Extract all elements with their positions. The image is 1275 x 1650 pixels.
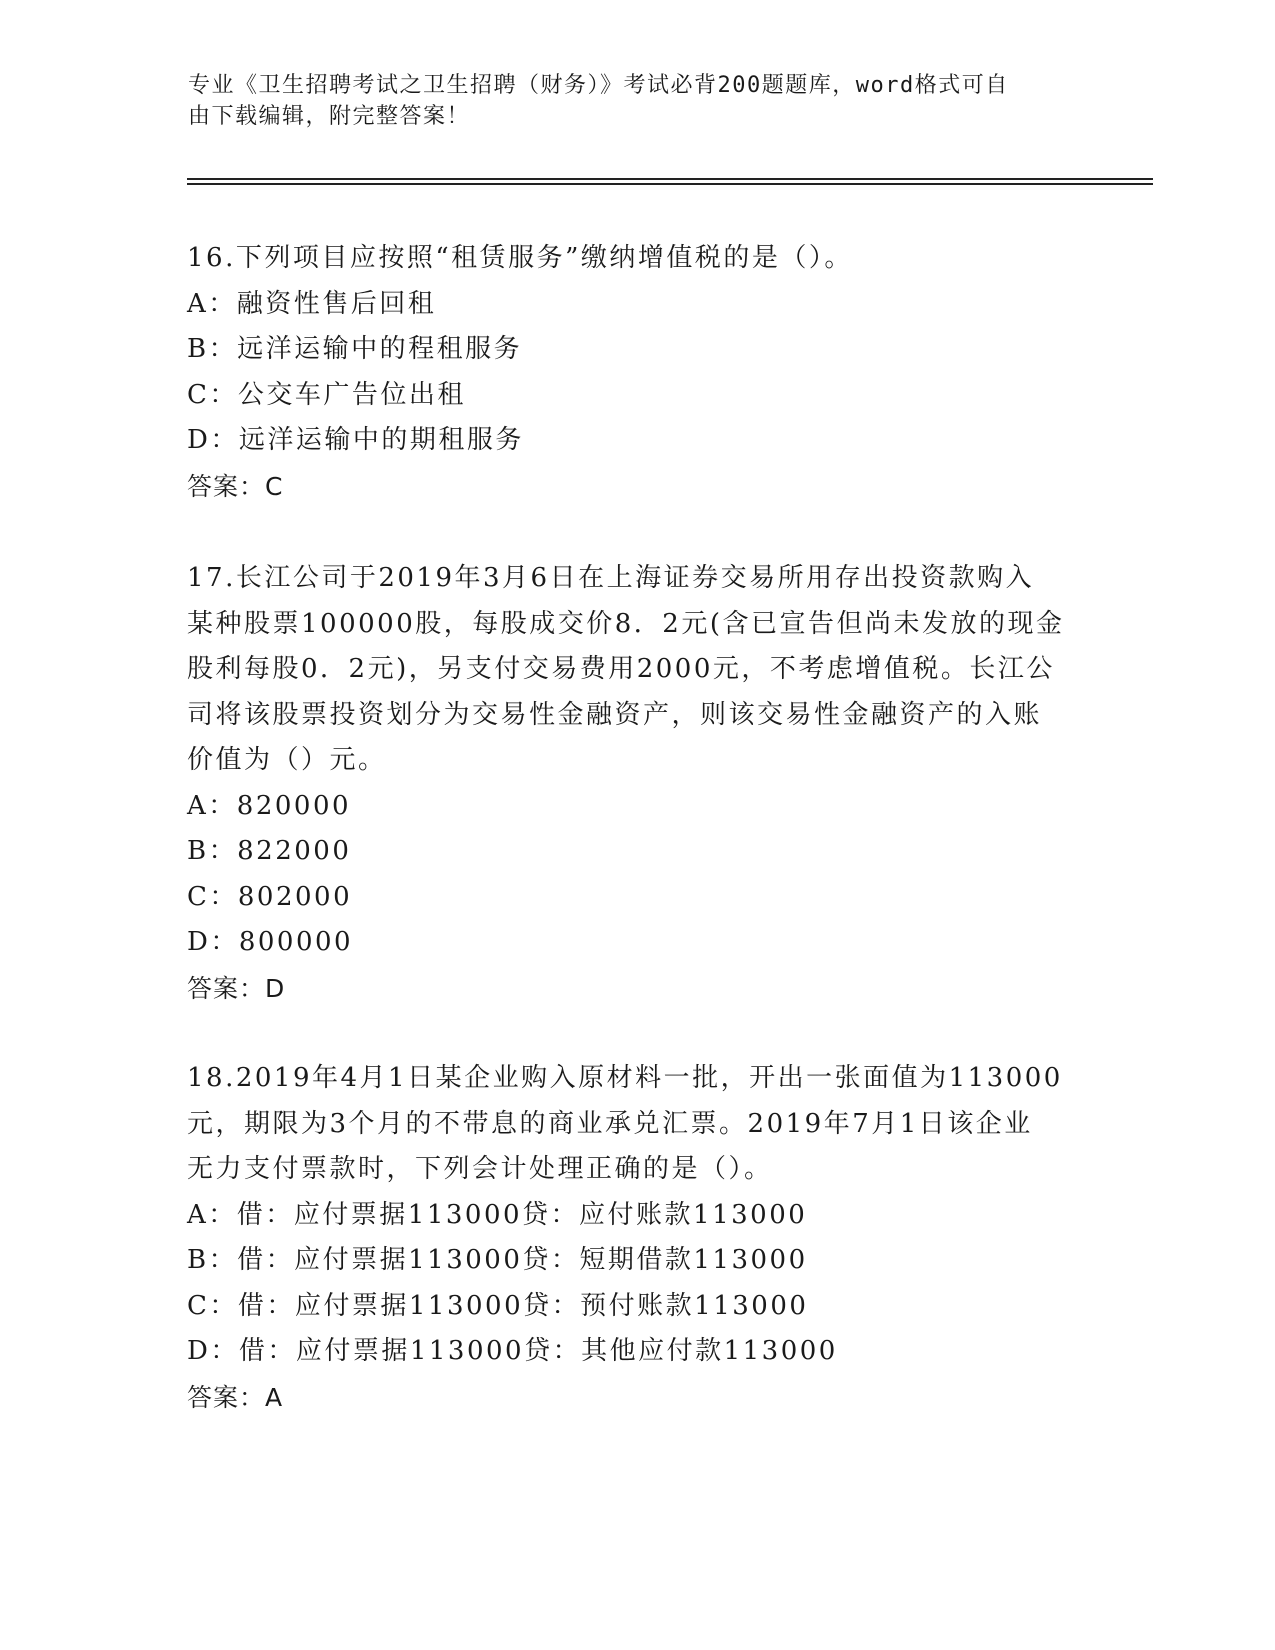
option-b: B：远洋运输中的程租服务 [187,334,523,364]
header-divider-top [187,178,1153,180]
option-c: C：802000 [187,881,353,912]
header-line-2: 由下载编辑，附完整答案！ [188,104,471,129]
document-header [188,70,1068,132]
answer: 答案：C [187,471,284,501]
question-stem-line: 元，期限为3个月的不带息的商业承兑汇票。2019年7月1日该企业 [187,1108,1033,1139]
question-stem-line: 司将该股票投资划分为交易性金融资产，则该交易性金融资产的入账 [187,699,1043,730]
question-stem-line: 股利每股0．2元)，另支付交易费用2000元，不考虑增值税。长江公 [187,654,1055,684]
question-17 [187,556,1087,1011]
question-stem-line: 无力支付票款时，下列会计处理正确的是（）。 [187,1154,773,1184]
option-d: D：800000 [187,927,354,957]
option-b: B：借：应付票据113000贷：短期借款113000 [187,1245,808,1275]
option-d: D：借：应付票据113000贷：其他应付款113000 [187,1336,838,1366]
option-a: A：借：应付票据113000贷：应付账款113000 [187,1199,808,1230]
question-stem-line: 17.长江公司于2019年3月6日在上海证券交易所用存出投资款购入 [187,563,1035,593]
answer: 答案：A [187,1382,284,1412]
question-16 [187,236,1087,509]
question-stem-line: 18.2019年4月1日某企业购入原材料一批，开出一张面值为113000 [187,1063,1063,1093]
option-a: A：820000 [187,790,352,821]
question-stem-line: 某种股票100000股，每股成交价8．2元(含已宣告但尚未发放的现金 [187,608,1065,639]
question-stem: 16.下列项目应按照“租赁服务”缴纳增值税的是（）。 [187,243,853,273]
answer: 答案：D [187,973,286,1003]
question-stem-line: 价值为（）元。 [187,745,387,775]
option-a: A：融资性售后回租 [187,288,437,319]
header-divider-bottom [187,183,1153,185]
question-18 [187,1056,1087,1420]
header-line-1: 专业《卫生招聘考试之卫生招聘（财务）》考试必背200题题库，word格式可自 [188,73,1009,98]
option-c: C：借：应付票据113000贷：预付账款113000 [187,1290,809,1321]
option-b: B：822000 [187,836,352,866]
option-d: D：远洋运输中的期租服务 [187,425,524,455]
option-c: C：公交车广告位出租 [187,379,466,410]
